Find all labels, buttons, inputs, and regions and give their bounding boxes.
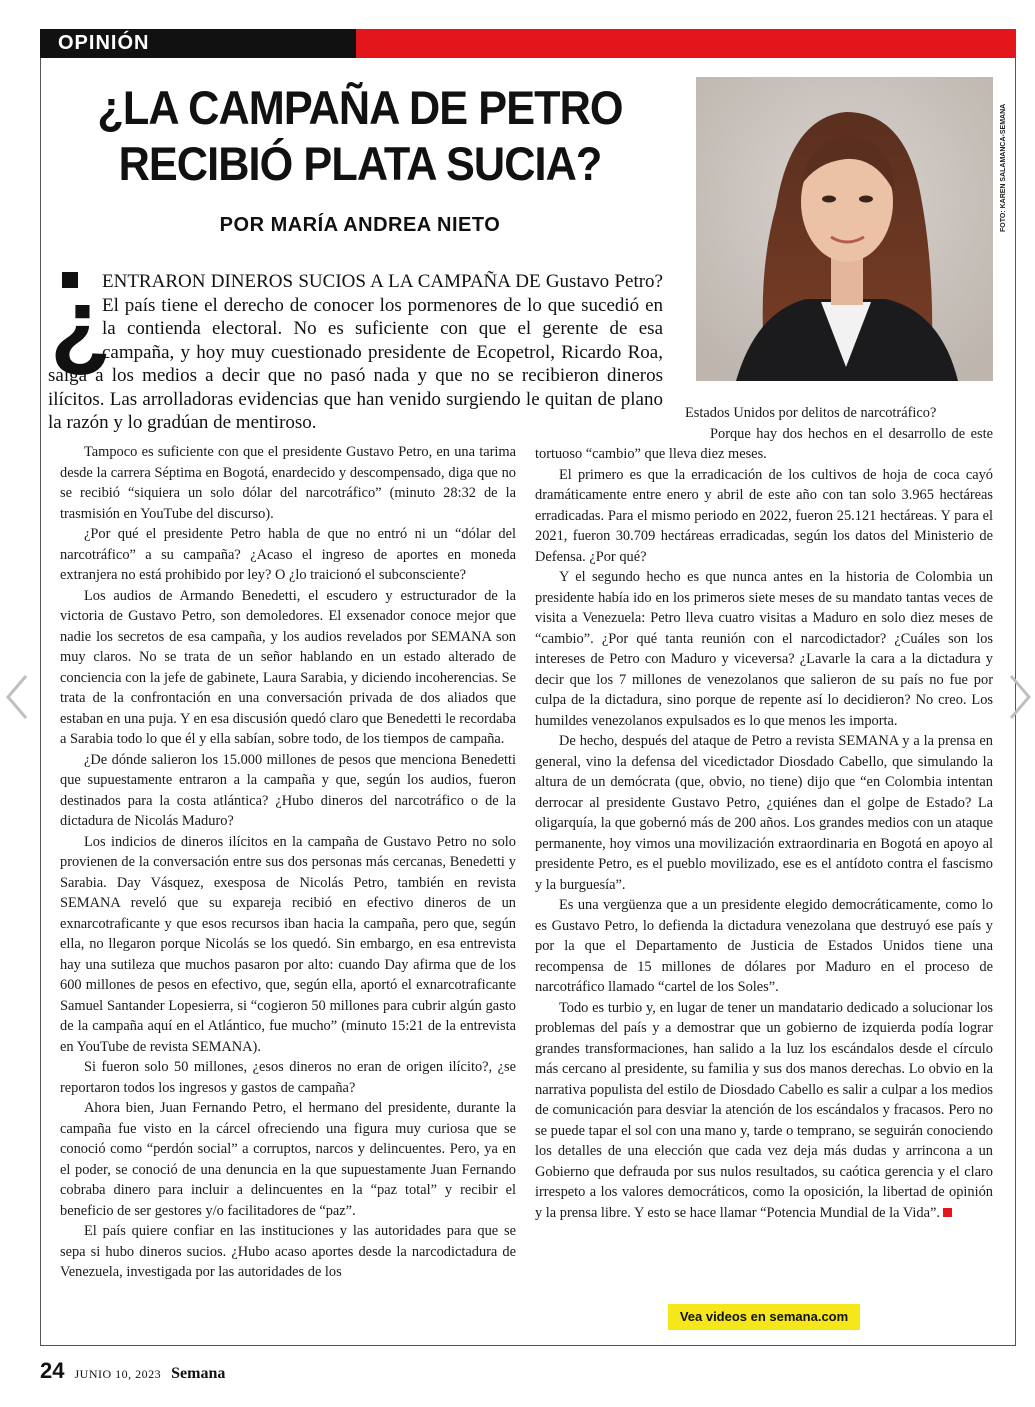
lead-text: ENTRARON DINEROS SUCIOS A LA CAMPAÑA DE Gustavo Petro? El país tiene el derecho de conocer los pormenores de lo que sucedió en la contienda electoral. No es suficiente con que el gerente de esa campaña, y hoy muy cuestionado presidente de Ecopetrol, Ricardo Roa, salga a los medios a decir que no pasó nada y que no se recibieron dineros ilícitos. Las arrolladoras evidencias que han venido surgiendo le quitan de plano la razón y lo gradúan de mentiroso.: [48, 271, 663, 433]
headline-line-2: RECIBIÓ PLATA SUCIA?: [118, 137, 602, 190]
end-mark-icon: [943, 1208, 952, 1217]
left-paragraph: El país quiere confiar en las instituciones y las autoridades para que se sepa si hubo dineros sucios. ¿Hubo acaso aportes desde la narcodictadura de Venezuela, investigada por las autoridades de los: [60, 1223, 516, 1280]
right-continuation: Estados Unidos por delitos de narcotráfico?: [685, 405, 937, 421]
left-paragraph: Si fueron solo 50 millones, ¿esos dineros no eran de origen ilícito?, ¿se reportaron todos los ingresos y gastos de campaña?: [60, 1059, 516, 1096]
headline-line-1: ¿LA CAMPAÑA DE PETRO: [97, 81, 623, 134]
section-label: OPINIÓN: [40, 29, 356, 58]
right-paragraph: [535, 998, 993, 1224]
left-column: [60, 442, 516, 1283]
left-paragraph: ¿De dónde salieron los 15.000 millones de pesos que menciona Benedetti que supuestamente entraron a la campaña y que, según los audios, fueron destinados para la costa atlántica? ¿Hubo dineros del narcotráfico o de la dictadura de Nicolás Maduro?: [60, 751, 516, 829]
author-portrait-image: [696, 77, 993, 381]
byline: POR MARÍA ANDREA NIETO: [219, 214, 501, 236]
magazine-name: Semana: [171, 1365, 226, 1382]
right-paragraph: De hecho, después del ataque de Petro a revista SEMANA y a la prensa en general, vino la defensa del vicedictador Diosdado Cabello, que simulando la altura de un demócrata (que, obvio, no tiene) dijo que “en Colombia intentan derrocar al presidente Gustavo Petro, ¿quiénes dan el golpe de Estado? La oligarquía, la que gobernó más de 200 años. Los grandes medios con un ataque permanente, hoy vimos una movilización extraordinaria en Bogotá en apoyo al presidente Petro, es el pueblo movilizado, ese es el antídoto contra el fascismo y la burguesía”.: [535, 733, 993, 893]
right-paragraph: El primero es que la erradicación de los cultivos de hoja de coca cayó dramáticamente entre enero y abril de este año con tan solo 3.965 hectáreas erradicadas. Para el mismo periodo en 2022, fueron 25.121 hectáreas. Y para el 2021, fueron 30.709 hectáreas erradicadas, según los datos del Ministerio de Defensa. ¿Por qué?: [535, 466, 993, 565]
left-paragraph: ¿Por qué el presidente Petro habla de que no entró ni un “dólar del narcotráfico” a su campaña? ¿Acaso el ingreso de aportes en moneda extranjera no está prohibido por ley? O ¿lo traicionó el subconsciente?: [60, 526, 516, 583]
author-photo: [696, 77, 993, 381]
section-header-accent: [356, 29, 1016, 58]
right-column: [535, 403, 993, 1223]
next-page-chevron-icon[interactable]: [1005, 672, 1035, 722]
previous-page-chevron-icon[interactable]: [2, 672, 32, 722]
right-paragraph: Porque hay dos hechos en el desarrollo de este tortuoso “cambio” que lleva diez meses.: [535, 425, 993, 462]
page-number: 24: [40, 1358, 65, 1383]
left-paragraph: Tampoco es suficiente con que el presidente Gustavo Petro, en una tarima desde la carrera Séptima en Bogotá, enardecido y descompensado, diga que no se recibió “siquiera un solo dólar del narcotráfico” (minuto 28:32 de la trasmisión en YouTube del discurso).: [60, 444, 516, 522]
issue-date: JUNIO 10, 2023: [74, 1367, 162, 1381]
left-paragraph: Ahora bien, Juan Fernando Petro, el hermano del presidente, durante la campaña fue visto en la cárcel ofreciendo una figura muy curiosa que se conoció como “perdón social” a corruptos, narcos y delincuentes. Pero, ya en el poder, se conoció de una denuncia en la que supuestamente Juan Fernando cobraba dinero para incluir a delincuentes en la “paz total” y recibir el beneficio de ser gestores y/o facilitadores de “paz”.: [60, 1100, 516, 1219]
right-paragraph: Es una vergüenza que a un presidente elegido democráticamente, como lo es Gustavo Petro, lo defienda la dictadura venezolana que destruyó ese país y por la que el Departamento de Justicia de Estados Unidos tiene una recompensa de 15 millones de dólares por Maduro en el proceso de narcotráfico llamado “cartel de los Soles”.: [535, 897, 993, 995]
headline: [66, 80, 655, 192]
right-paragraph: Y el segundo hecho es que nunca antes en la historia de Colombia un presidente había ido en los primeros siete meses de su mandato tantas veces de visita a Venezuela: Petro lleva cuatro visitas a Maduro en solo diez meses de “cambio”. ¿Por qué tanta reunión con el narcodictador? ¿Cuáles son los intereses de Petro con Maduro y viceversa? ¿Lavarle la cara a la dictadura y decir que los 7 millones de venezolanos que salieron de su país no fue por culpa de la dictadura, sino porque de repente así lo decidieron? No creo. Los humildes venezolanos expulsados es lo que menos les importa.: [535, 569, 993, 729]
photo-credit: FOTO: KAREN SALAMANCA-SEMANA: [1000, 103, 1007, 232]
section-header: [40, 29, 1016, 58]
promo-videos-link[interactable]: Vea videos en semana.com: [668, 1304, 860, 1330]
page-footer: [40, 1358, 225, 1384]
left-paragraph: Los indicios de dineros ilícitos en la campaña de Gustavo Petro no solo provienen de la conversación entre sus dos personas más cercanas, Benedetti y Sarabia. Day Vásquez, exesposa de Nicolás Petro, también en revista SEMANA reveló que su expareja recibió en efectivo dineros de un exnarcotraficante y que esos recursos iban hacia la campaña, pero que, según ella, no llegaron porque Nicolás se los quedó. Sin embargo, en esa entrevista hay una sutileza que muchos pasaron por alto: cuando Day afirma que de los 600 millones de pesos en efectivo, que, según ella, aportó el exnarcotraficante Samuel Santander Lopesierra, si “cogieron 50 millones para cubrir algún gasto de la campaña aquí en el Atlántico, fue mucho” (minuto 15:21 de la entrevista en YouTube de revista SEMANA).: [60, 833, 516, 1055]
drop-cap: [48, 268, 112, 380]
drop-cap-letter: ¿: [50, 268, 112, 380]
left-paragraph: Los audios de Armando Benedetti, el escudero y estructurador de la victoria de Gustavo Petro, son demoledores. El exsenador conoce mejor que nadie los secretos de esa campaña, y los audios revelados por SEMANA son muy claros. No se trata de un señor hablando en un estado alterado de conciencia con la jefe de gabinete, Laura Sarabia, y diciendo incoherencias. Se trata de la confrontación en una conversación privada de dos aliados que estaban en una puja. Y en esa discusión quedó claro que Benedetti le recordaba a Sarabia todo lo que él y ella sabían, sobre todo, de los tiempos de campaña.: [60, 587, 516, 747]
right-last-paragraph-text: Todo es turbio y, en lugar de tener un mandatario dedicado a solucionar los problemas del país y a demostrar que un gobierno de izquierda podía lograr grandes transformaciones, han salido a la luz los escándalos desde el círculo más cercano al presidente, su familia y sus dos manos derechas. Lo obvio en la narrativa populista del estilo de Diosdado Cabello es salir a culpar a los medios de comunicación para desviar la atención de los escándalos y fracasos. Pero no se puede tapar el sol con una mano y, tarde o temprano, se seguirán conociendo los detalles de una elección que cada vez deja más dudas y arrincona a un Gobierno que defrauda por sus nulos resultados, su caótica gerencia y el claro irrespeto a los valores democráticos, como la oposición, la libertad de opinión y la prensa libre. Y esto se hace llamar “Potencia Mundial de la Vida”.: [535, 999, 993, 1221]
